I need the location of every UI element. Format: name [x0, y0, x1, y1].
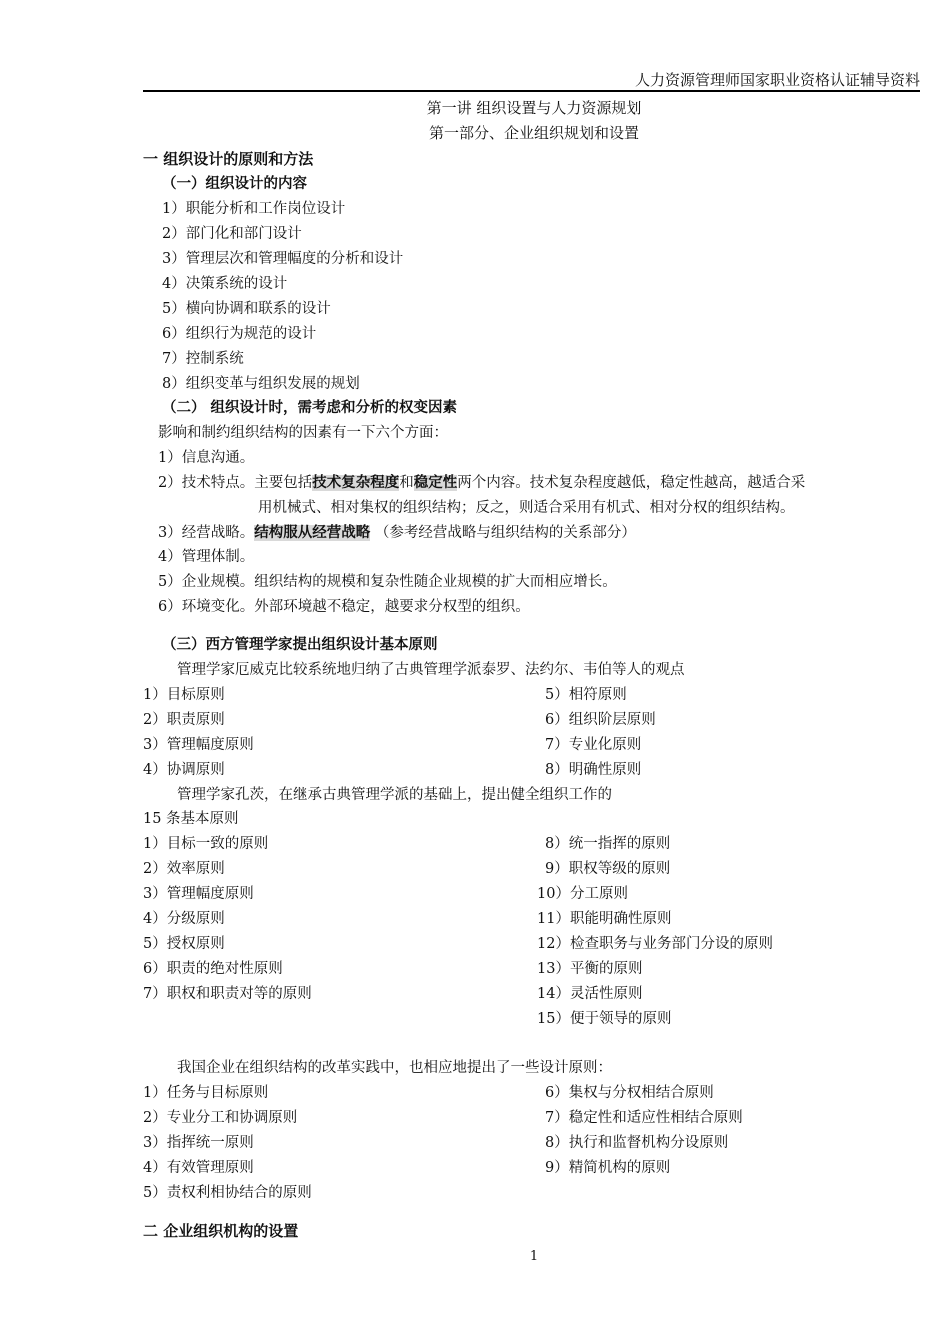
list-item: 6）组织阶层原则: [545, 712, 656, 728]
factor-text: 和: [399, 475, 414, 491]
list-item: 3）指挥统一原则: [143, 1135, 254, 1151]
list-item: 1）目标一致的原则: [143, 836, 269, 852]
list-item: 14）灵活性原则: [537, 986, 643, 1002]
sub2-intro: 影响和制约组织结构的因素有一下六个方面：: [158, 425, 448, 441]
part-title: 第一部分、企业组织规划和设置: [428, 124, 639, 142]
list-item: 1）职能分析和工作岗位设计: [162, 201, 346, 217]
list-item: 4）协调原则: [143, 762, 225, 778]
list-item: 13）平衡的原则: [537, 961, 643, 977]
lecture-title: 第一讲 组织设置与人力资源规划: [426, 99, 642, 117]
list-item: 7）控制系统: [162, 351, 244, 367]
list-item: 12）检查职务与业务部门分设的原则: [537, 936, 773, 952]
list-item: 4）分级原则: [143, 911, 225, 927]
list-item: 9）职权等级的原则: [545, 861, 671, 877]
list-item: 4）决策系统的设计: [162, 276, 288, 292]
factor-text: 两个内容。技术复杂程度越低，稳定性越高，越适合采: [457, 475, 806, 491]
list-item: 8）组织变革与组织发展的规划: [162, 376, 360, 392]
sub2-heading: （二） 组织设计时，需考虑和分析的权变因素: [162, 400, 458, 416]
list-item: 6）职责的绝对性原则: [143, 961, 283, 977]
header-rule: [143, 90, 920, 92]
list-item: 8）执行和监督机构分设原则: [545, 1135, 729, 1151]
factor-item: 4）管理体制。: [158, 549, 255, 565]
list-item: 4）有效管理原则: [143, 1160, 254, 1176]
list-item: 3）管理幅度原则: [143, 886, 254, 902]
list-item: 2）专业分工和协调原则: [143, 1110, 298, 1126]
list-item: 6）组织行为规范的设计: [162, 326, 317, 342]
list-item: 2）效率原则: [143, 861, 225, 877]
list-item: 9）精简机构的原则: [545, 1160, 671, 1176]
koontz-intro-continuation: 15 条基本原则: [143, 811, 239, 827]
factor-text: 3）经营战略。: [158, 525, 255, 541]
china-intro: 我国企业在组织结构的改革实践中，也相应地提出了一些设计原则：: [177, 1060, 612, 1076]
list-item: 2）部门化和部门设计: [162, 226, 302, 242]
highlight-term: 结构服从经营战略: [254, 525, 371, 541]
page-number: 1: [529, 1249, 539, 1264]
list-item: 7）专业化原则: [545, 737, 642, 753]
sub1-heading: （一）组织设计的内容: [162, 176, 307, 192]
list-item: 6）集权与分权相结合原则: [545, 1085, 714, 1101]
highlight-term: 技术复杂程度: [312, 475, 400, 491]
list-item: 5）相符原则: [545, 687, 627, 703]
list-item: 1）目标原则: [143, 687, 225, 703]
factor-text: 2）技术特点。主要包括: [158, 475, 313, 491]
factor-item-continuation: 用机械式、相对集权的组织结构；反之，则适合采用有机式、相对分权的组织结构。: [258, 500, 795, 516]
factor-item: [158, 473, 805, 493]
list-item: 15）便于领导的原则: [537, 1011, 672, 1027]
section2-heading: 二 企业组织机构的设置: [143, 1222, 299, 1240]
factor-item: 1）信息沟通。: [158, 450, 255, 466]
list-item: 2）职责原则: [143, 712, 225, 728]
factor-item: [158, 523, 636, 543]
sub3-intro: 管理学家厄威克比较系统地归纳了古典管理学派泰罗、法约尔、韦伯等人的观点: [177, 662, 685, 678]
factor-item: 6）环境变化。外部环境越不稳定，越要求分权型的组织。: [158, 599, 530, 615]
list-item: 5）授权原则: [143, 936, 225, 952]
list-item: 3）管理层次和管理幅度的分析和设计: [162, 251, 404, 267]
running-header: 人力资源管理师国家职业资格认证辅导资料: [634, 71, 920, 89]
highlight-term: 稳定性: [413, 475, 458, 491]
section1-heading: 一 组织设计的原则和方法: [143, 150, 314, 168]
sub3-heading: （三）西方管理学家提出组织设计基本原则: [162, 637, 438, 653]
list-item: 11）职能明确性原则: [537, 911, 672, 927]
factor-text: （参考经营战略与组织结构的关系部分）: [370, 525, 636, 541]
list-item: 7）职权和职责对等的原则: [143, 986, 312, 1002]
list-item: 7）稳定性和适应性相结合原则: [545, 1110, 743, 1126]
list-item: 5）横向协调和联系的设计: [162, 301, 331, 317]
list-item: 10）分工原则: [537, 886, 628, 902]
list-item: 3）管理幅度原则: [143, 737, 254, 753]
factor-item: 5）企业规模。组织结构的规模和复杂性随企业规模的扩大而相应增长。: [158, 574, 617, 590]
list-item: 1）任务与目标原则: [143, 1085, 269, 1101]
list-item: 8）统一指挥的原则: [545, 836, 671, 852]
list-item: 5）责权利相协结合的原则: [143, 1185, 312, 1201]
koontz-intro: 管理学家孔茨，在继承古典管理学派的基础上，提出健全组织工作的: [177, 787, 612, 803]
list-item: 8）明确性原则: [545, 762, 642, 778]
